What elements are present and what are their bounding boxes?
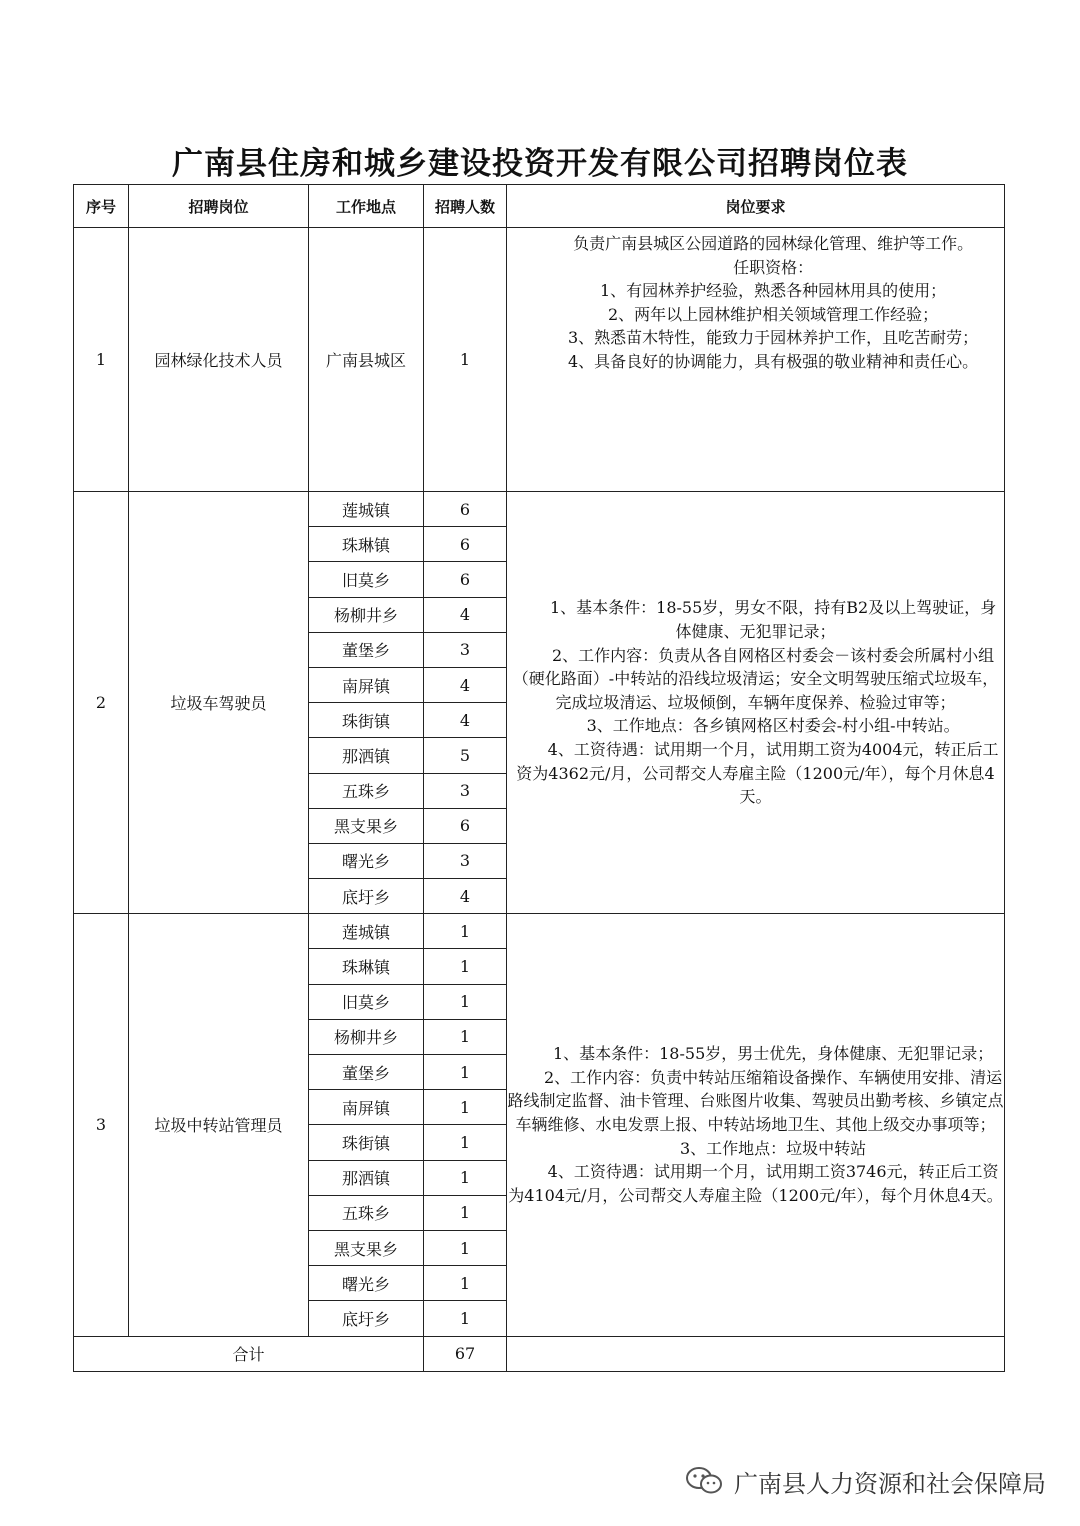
row-count: 3: [424, 632, 507, 667]
row-location: 底圩乡: [309, 1301, 424, 1336]
row-location: 杨柳井乡: [309, 597, 424, 632]
row-position: 垃圾中转站管理员: [129, 914, 309, 1336]
total-label: 合计: [74, 1336, 424, 1371]
table-row: [74, 492, 1005, 527]
requirement-line: 4、工资待遇：试用期一个月，试用期工资为4004元，转正后工资为4362元/月，公司帮交人寿雇主险（1200元/年），每个月休息4天。: [516, 740, 999, 807]
row-position: 垃圾车驾驶员: [129, 492, 309, 914]
row-index: 2: [74, 492, 129, 914]
wechat-icon: [684, 1465, 724, 1497]
row-count: 1: [424, 1055, 507, 1090]
row-location: 南屏镇: [309, 1090, 424, 1125]
row-count: 1: [424, 228, 507, 492]
header-count: 招聘人数: [424, 185, 507, 228]
requirement-line: 1、有园林养护经验，熟悉各种园林用具的使用；: [600, 281, 947, 301]
row-location: 珠街镇: [309, 703, 424, 738]
row-count: 4: [424, 667, 507, 702]
requirement-line: 2、两年以上园林维护相关领域管理工作经验；: [608, 304, 939, 324]
row-count: 4: [424, 703, 507, 738]
row-location: 曙光乡: [309, 1266, 424, 1301]
requirement-line: 3、熟悉苗木特性，能致力于园林养护工作，且吃苦耐劳；: [568, 328, 979, 348]
page-title: 广南县住房和城乡建设投资开发有限公司招聘岗位表: [172, 146, 908, 182]
row-count: 6: [424, 492, 507, 527]
row-location: 五珠乡: [309, 1195, 424, 1230]
row-index: 3: [74, 914, 129, 1336]
row-count: 4: [424, 879, 507, 914]
row-location: 珠街镇: [309, 1125, 424, 1160]
row-count: 1: [424, 1195, 507, 1230]
table-row: [74, 914, 1005, 949]
row-count: 6: [424, 562, 507, 597]
requirement-line: 3、工作地点：垃圾中转站: [680, 1138, 867, 1158]
row-location: 那洒镇: [309, 1160, 424, 1195]
total-empty: [507, 1336, 1005, 1371]
row-location: 珠琳镇: [309, 527, 424, 562]
requirement-line: 负责广南县城区公园道路的园林绿化管理、维护等工作。: [573, 234, 974, 253]
row-count: 1: [424, 1301, 507, 1336]
row-count: 1: [424, 1266, 507, 1301]
requirement-line: 2、工作内容：负责从各自网格区村委会－该村委会所属村小组（硬化路面）-中转站的沿线垃圾清运；安全文明驾驶压缩式垃圾车，完成垃圾清运、垃圾倾倒，车辆年度保养、检验过审等；: [512, 645, 999, 712]
requirement-line: 4、工资待遇：试用期一个月，试用期工资3746元，转正后工资为4104元/月，公司帮交人寿雇主险（1200元/年），每个月休息4天。: [508, 1162, 1003, 1205]
recruitment-table: [73, 184, 1005, 1372]
row-location: 南屏镇: [309, 667, 424, 702]
row-location: 旧莫乡: [309, 562, 424, 597]
footer-text: 广南县人力资源和社会保障局: [734, 1469, 1046, 1498]
row-requirements: [507, 914, 1005, 1336]
requirement-line: 3、工作地点：各乡镇网格区村委会-村小组-中转站。: [586, 716, 960, 736]
requirement-line: 任职资格：: [733, 257, 814, 277]
row-count: 1: [424, 1230, 507, 1265]
row-requirements: [507, 492, 1005, 914]
row-count: 3: [424, 773, 507, 808]
header-location: 工作地点: [309, 185, 424, 228]
requirement-line: 1、基本条件：18-55岁，男女不限，持有B2及以上驾驶证，身体健康、无犯罪记录；: [549, 598, 997, 642]
row-requirements: [507, 228, 1005, 492]
row-location: 五珠乡: [309, 773, 424, 808]
row-index: 1: [74, 228, 129, 492]
row-location: 那洒镇: [309, 738, 424, 773]
header-index: 序号: [74, 185, 129, 228]
row-count: 1: [424, 1125, 507, 1160]
header-position: 招聘岗位: [129, 185, 309, 228]
row-location: 珠琳镇: [309, 949, 424, 984]
requirement-line: 1、基本条件：18-55岁，男士优先，身体健康、无犯罪记录；: [552, 1044, 994, 1064]
total-value: 67: [424, 1336, 507, 1371]
requirement-line: 4、具备良好的协调能力，具有极强的敬业精神和责任心。: [568, 351, 979, 371]
row-location: 董堡乡: [309, 632, 424, 667]
table-body: [74, 228, 1005, 1372]
row-location: 莲城镇: [309, 492, 424, 527]
row-count: 4: [424, 597, 507, 632]
row-location: 旧莫乡: [309, 984, 424, 1019]
row-count: 1: [424, 1019, 507, 1054]
row-count: 1: [424, 949, 507, 984]
row-count: 3: [424, 843, 507, 878]
row-location: 莲城镇: [309, 914, 424, 949]
row-location: 底圩乡: [309, 879, 424, 914]
row-location: 曙光乡: [309, 843, 424, 878]
table-header-row: [74, 185, 1005, 228]
row-count: 1: [424, 1160, 507, 1195]
row-position: 园林绿化技术人员: [129, 228, 309, 492]
table-row: [74, 228, 1005, 492]
row-count: 1: [424, 1090, 507, 1125]
total-row: [74, 1336, 1005, 1371]
row-count: 6: [424, 527, 507, 562]
row-location: 黑支果乡: [309, 808, 424, 843]
requirement-line: 2、工作内容：负责中转站压缩箱设备操作、车辆使用安排、清运路线制定监督、油卡管理、台账图片收集、驾驶员出勤考核、乡镇定点车辆维修、水电发票上报、中转站场地卫生、其他上级交办事项等；: [507, 1067, 1004, 1135]
row-count: 1: [424, 914, 507, 949]
row-location: 广南县城区: [309, 228, 424, 492]
row-count: 5: [424, 738, 507, 773]
row-location: 杨柳井乡: [309, 1019, 424, 1054]
row-count: 6: [424, 808, 507, 843]
footer-watermark: [684, 1463, 1046, 1499]
header-requirements: 岗位要求: [507, 185, 1005, 228]
row-count: 1: [424, 984, 507, 1019]
row-location: 董堡乡: [309, 1055, 424, 1090]
row-location: 黑支果乡: [309, 1230, 424, 1265]
